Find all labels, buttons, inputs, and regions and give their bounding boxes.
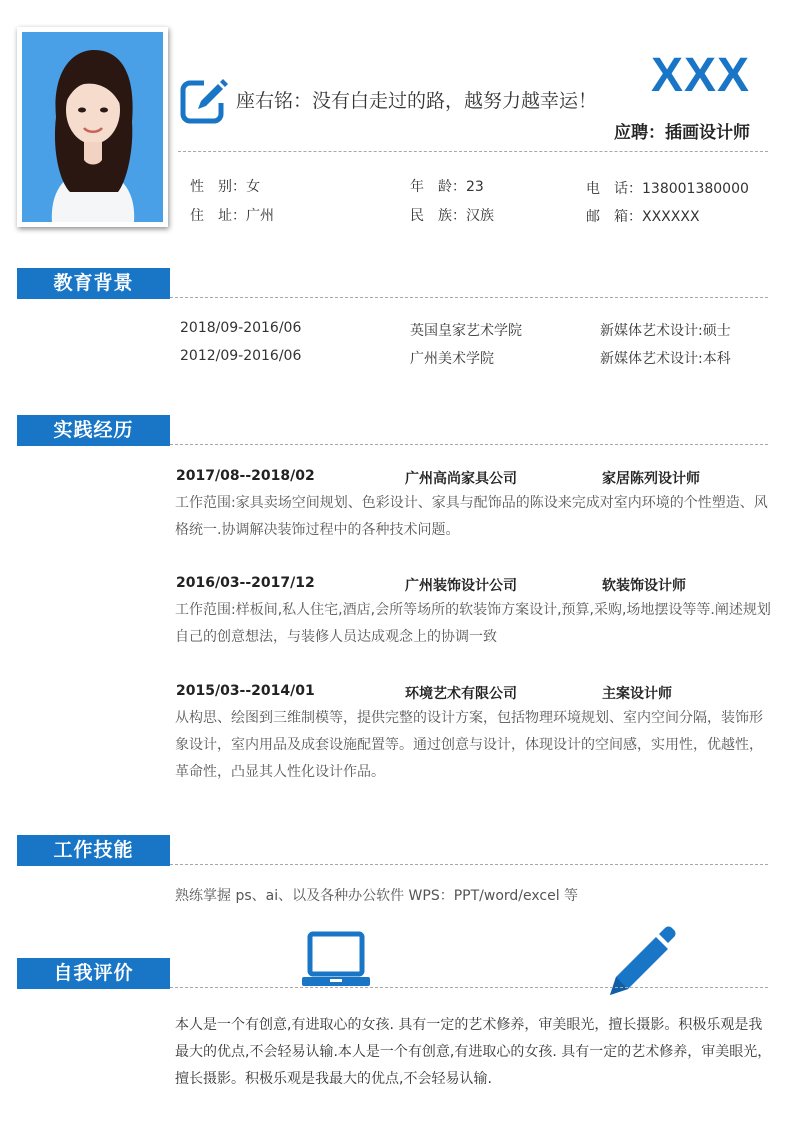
section-title-evaluation: 自我评价 (17, 958, 170, 989)
job-role: 家居陈列设计师 (602, 471, 700, 487)
header-divider (178, 151, 768, 152)
job-period: 2015/03--2014/01 (176, 683, 315, 699)
job-role: 软装饰设计师 (602, 578, 686, 594)
info-email: 邮 箱：XXXXXX (586, 209, 700, 225)
section-title-education: 教育背景 (17, 268, 170, 299)
info-ethnicity: 民 族：汉族 (410, 208, 494, 224)
edit-icon (180, 77, 228, 125)
section-divider (170, 297, 768, 298)
profile-photo (22, 32, 163, 222)
info-gender: 性 别：女 (190, 179, 260, 195)
candidate-name: XXX (650, 49, 750, 102)
laptop-icon (300, 930, 372, 990)
skills-text: 熟练掌握 ps、ai、以及各种办公软件 WPS：PPT/word/excel 等 (175, 888, 579, 904)
info-age: 年 龄：23 (410, 179, 484, 195)
edu-period: 2012/09-2016/06 (180, 348, 302, 364)
section-title-skills: 工作技能 (17, 835, 170, 866)
section-title-practice: 实践经历 (17, 415, 170, 446)
info-address: 住 址：广州 (190, 208, 274, 224)
edu-major: 新媒体艺术设计:硕士 (600, 323, 731, 339)
edu-school: 英国皇家艺术学院 (410, 323, 522, 339)
motto-text: 座右铭：没有白走过的路，越努力越幸运！ (236, 90, 598, 112)
job-description: 工作范围:家具卖场空间规划、色彩设计、家具与配饰品的陈设来完成对室内环境的个性塑造、风格统一.协调解决装饰过程中的各种技术问题。 (175, 495, 768, 538)
edu-major: 新媒体艺术设计:本科 (600, 351, 731, 367)
applied-position: 应聘：插画设计师 (614, 123, 750, 143)
job-description: 工作范围:样板间,私人住宅,酒店,会所等场所的软装饰方案设计,预算,采购,场地摆设等等.阐述规划自己的创意想法，与装修人员达成观念上的协调一致 (175, 602, 771, 645)
section-divider (170, 444, 768, 445)
profile-photo-frame (17, 27, 168, 227)
job-period: 2016/03--2017/12 (176, 575, 315, 591)
job-company: 广州高尚家具公司 (405, 471, 517, 487)
edu-school: 广州美术学院 (410, 351, 494, 367)
section-divider (170, 987, 768, 988)
job-period: 2017/08--2018/02 (176, 468, 315, 484)
evaluation-text: 本人是一个有创意,有进取心的女孩. 具有一定的艺术修养，审美眼光，擅长摄影。积极乐观是我最大的优点,不会轻易认输.本人是一个有创意,有进取心的女孩. 具有一定的艺术修养，审美眼光，擅长摄影。积极乐观是我最大的优点,不会轻易认输. (175, 1017, 772, 1087)
job-company: 环境艺术有限公司 (405, 686, 517, 702)
edu-period: 2018/09-2016/06 (180, 320, 302, 336)
info-phone: 电 话：138001380000 (586, 181, 749, 197)
job-company: 广州装饰设计公司 (405, 578, 517, 594)
job-role: 主案设计师 (602, 686, 672, 702)
avatar-illustration (22, 32, 163, 222)
section-divider (170, 864, 768, 865)
job-description: 从构思、绘图到三维制模等，提供完整的设计方案，包括物理环境规划、室内空间分隔，装饰形象设计，室内用品及成套设施配置等。通过创意与设计，体现设计的空间感，实用性，优越性，革命性，凸显其人性化设计作品。 (175, 710, 763, 780)
